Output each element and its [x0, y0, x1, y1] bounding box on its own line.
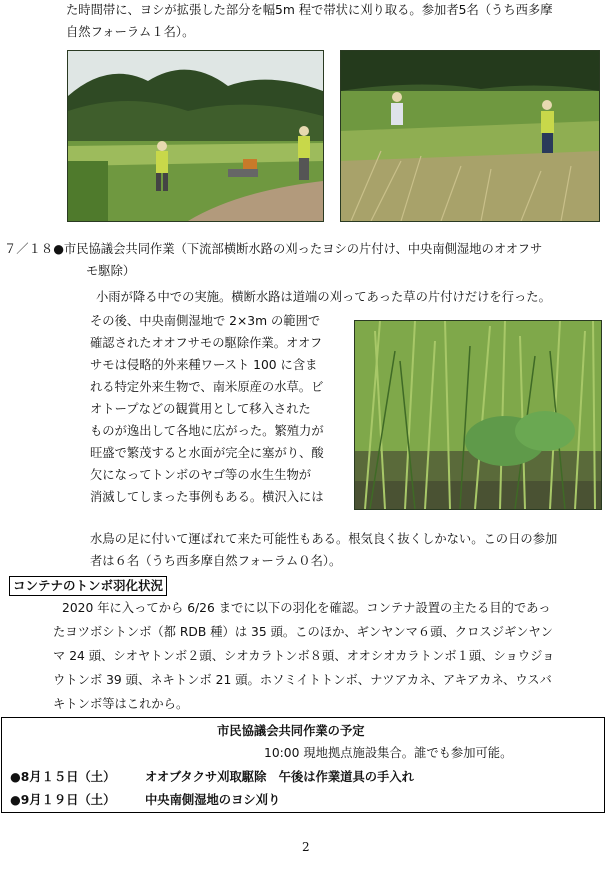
report-wrap-line: サモは侵略的外来種ワースト 100 に含ま	[90, 358, 318, 372]
photo-reed-cutting-slope	[340, 50, 600, 222]
report-wrap-line: 確認されたオオフサモの駆除作業。オオフ	[90, 336, 323, 350]
dragonfly-line: キトンボ等はこれから。	[53, 697, 189, 711]
report-wrap-line: その後、中央南側湿地で 2×3m の範囲で	[90, 314, 321, 328]
report-wrap-line: オトープなどの観賞用として移入された	[90, 402, 311, 416]
schedule-title: 市民協議会共同作業の予定	[217, 724, 365, 738]
report-wrap-line: 欠になってトンボのヤゴ等の水生生物が	[90, 468, 312, 482]
dragonfly-line: マ 24 頭、シオヤトンボ２頭、シオカラトンボ８頭、オオシオカラトンボ１頭、ショウジョ	[53, 649, 555, 663]
dragonfly-line: たヨツボシトンボ（都 RDB 種）は 35 頭。このほか、ギンヤンマ６頭、クロスジギンヤン	[53, 625, 553, 639]
report-wrap-line: ものが逸出して各地に広がった。繁殖力が	[90, 424, 324, 438]
schedule-item-2-text: 中央南側湿地のヨシ刈り	[145, 793, 281, 807]
schedule-meeting: 10:00 現地拠点施設集合。誰でも参加可能。	[264, 746, 513, 760]
report-body-line-1: 小雨が降る中での実施。横断水路は道端の刈ってあった草の片付けだけを行った。	[96, 290, 551, 304]
report-body-line-2: 水鳥の足に付いて運ばれて来た可能性もある。根気良く抜くしかない。この日の参加	[90, 532, 558, 546]
dragonfly-line: ウトンボ 39 頭、ネキトンボ 21 頭。ホソミイトトンボ、ナツアカネ、アキアカネ、ウスバ	[53, 673, 552, 687]
dragonfly-section-heading: コンテナのトンボ羽化状況	[9, 576, 167, 596]
photo-parrot-feather-wetland	[354, 320, 602, 510]
intro-line-2: 自然フォーラム１名）。	[66, 25, 195, 39]
report-body-line-3: 者は６名（うち西多摩自然フォーラム０名）。	[90, 554, 342, 568]
report-wrap-line: 旺盛で繁茂すると水面が完全に塞がり、酸	[90, 446, 324, 460]
photo-reed-cutting-field	[67, 50, 324, 222]
report-wrap-line: れる特定外来生物で、南米原産の水草。ビ	[90, 380, 324, 394]
schedule-item-1-text: オオブタクサ刈取駆除 午後は作業道具の手入れ	[145, 770, 414, 784]
schedule-item-1-date: ●8月１５日（土）	[10, 770, 116, 784]
report-heading-line-1: ７／１８●市民協議会共同作業（下流部横断水路の刈ったヨシの片付け、中央南側湿地のオオフサ	[4, 242, 543, 256]
schedule-box	[1, 717, 605, 813]
intro-line-1: た時間帯に、ヨシが拡張した部分を幅5m 程で帯状に刈り取る。参加者5名（うち西多摩	[66, 3, 553, 17]
report-heading-line-2: モ駆除）	[86, 264, 136, 278]
page-number: 2	[302, 840, 310, 854]
report-wrap-line: 消滅してしまった事例もある。横沢入には	[90, 490, 324, 504]
dragonfly-line: 2020 年に入ってから 6/26 までに以下の羽化を確認。コンテナ設置の主たる目的であっ	[62, 601, 551, 615]
schedule-item-2-date: ●9月１９日（土）	[10, 793, 116, 807]
